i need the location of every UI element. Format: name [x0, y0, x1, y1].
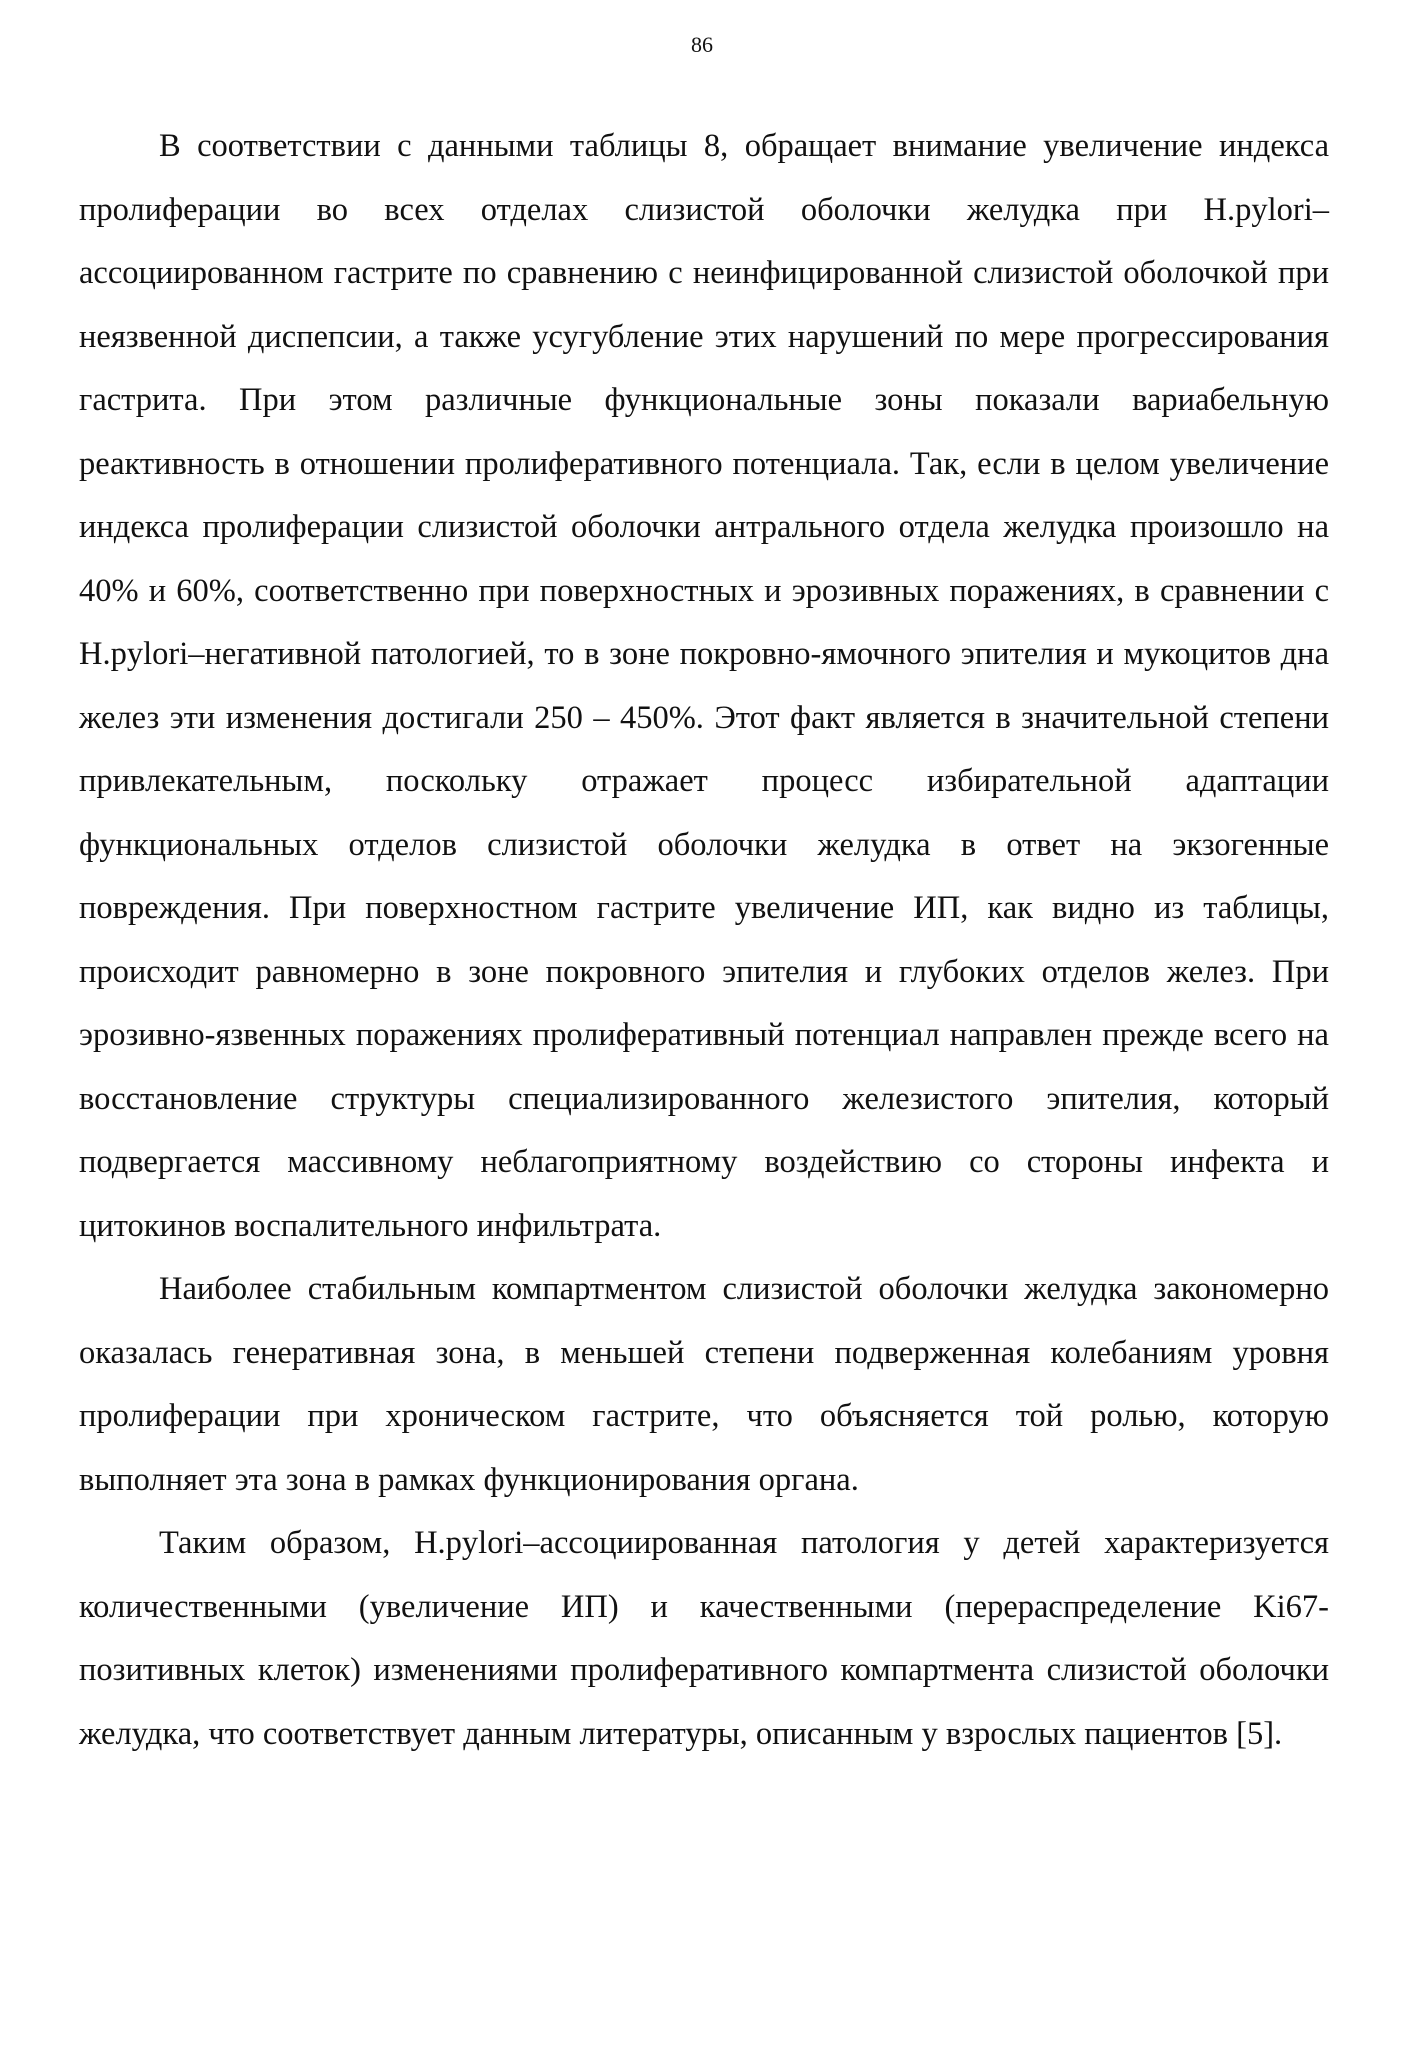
page-number: 86 [691, 32, 713, 57]
document-body [79, 115, 1329, 1766]
paragraph-3: Таким образом, H.pylori–ассоциированная патология у детей характеризуется количественными (увеличение ИП) и качественными (перераспределение Ki67-позитивных клеток) изменениями пролиферативного компартмента слизистой оболочки желудка, что соответствует данным литературы, описанным у взрослых пациентов [5]. [79, 1525, 1329, 1752]
paragraph-2: Наиболее стабильным компартментом слизистой оболочки желудка закономерно оказалась генеративная зона, в меньшей степени подверженная колебаниям уровня пролиферации при хроническом гастрите, что объясняется той ролью, которую выполняет эта зона в рамках функционирования органа. [79, 1271, 1329, 1498]
paragraph-1: В соответствии с данными таблицы 8, обращает внимание увеличение индекса пролиферации во всех отделах слизистой оболочки желудка при H.pylori–ассоциированном гастрите по сравнению с неинфицированной слизистой оболочкой при неязвенной диспепсии, а также усугубление этих нарушений по мере прогрессирования гастрита. При этом различные функциональные зоны показали вариабельную реактивность в отношении пролиферативного потенциала. Так, если в целом увеличение индекса пролиферации слизистой оболочки антрального отдела желудка произошло на 40% и 60%, соответственно при поверхностных и эрозивных поражениях, в сравнении с H.pylori–негативной патологией, то в зоне покровно-ямочного эпителия и мукоцитов дна желез эти изменения достигали 250 – 450%. Этот факт является в значительной степени привлекательным, поскольку отражает процесс избирательной адаптации функциональных отделов слизистой оболочки желудка в ответ на экзогенные повреждения. При поверхностном гастрите увеличение ИП, как видно из таблицы, происходит равномерно в зоне покровного эпителия и глубоких отделов желез. При эрозивно-язвенных поражениях пролиферативный потенциал направлен прежде всего на восстановление структуры специализированного железистого эпителия, который подвергается массивному неблагоприятному воздействию со стороны инфекта и цитокинов воспалительного инфильтрата. [79, 128, 1329, 1244]
